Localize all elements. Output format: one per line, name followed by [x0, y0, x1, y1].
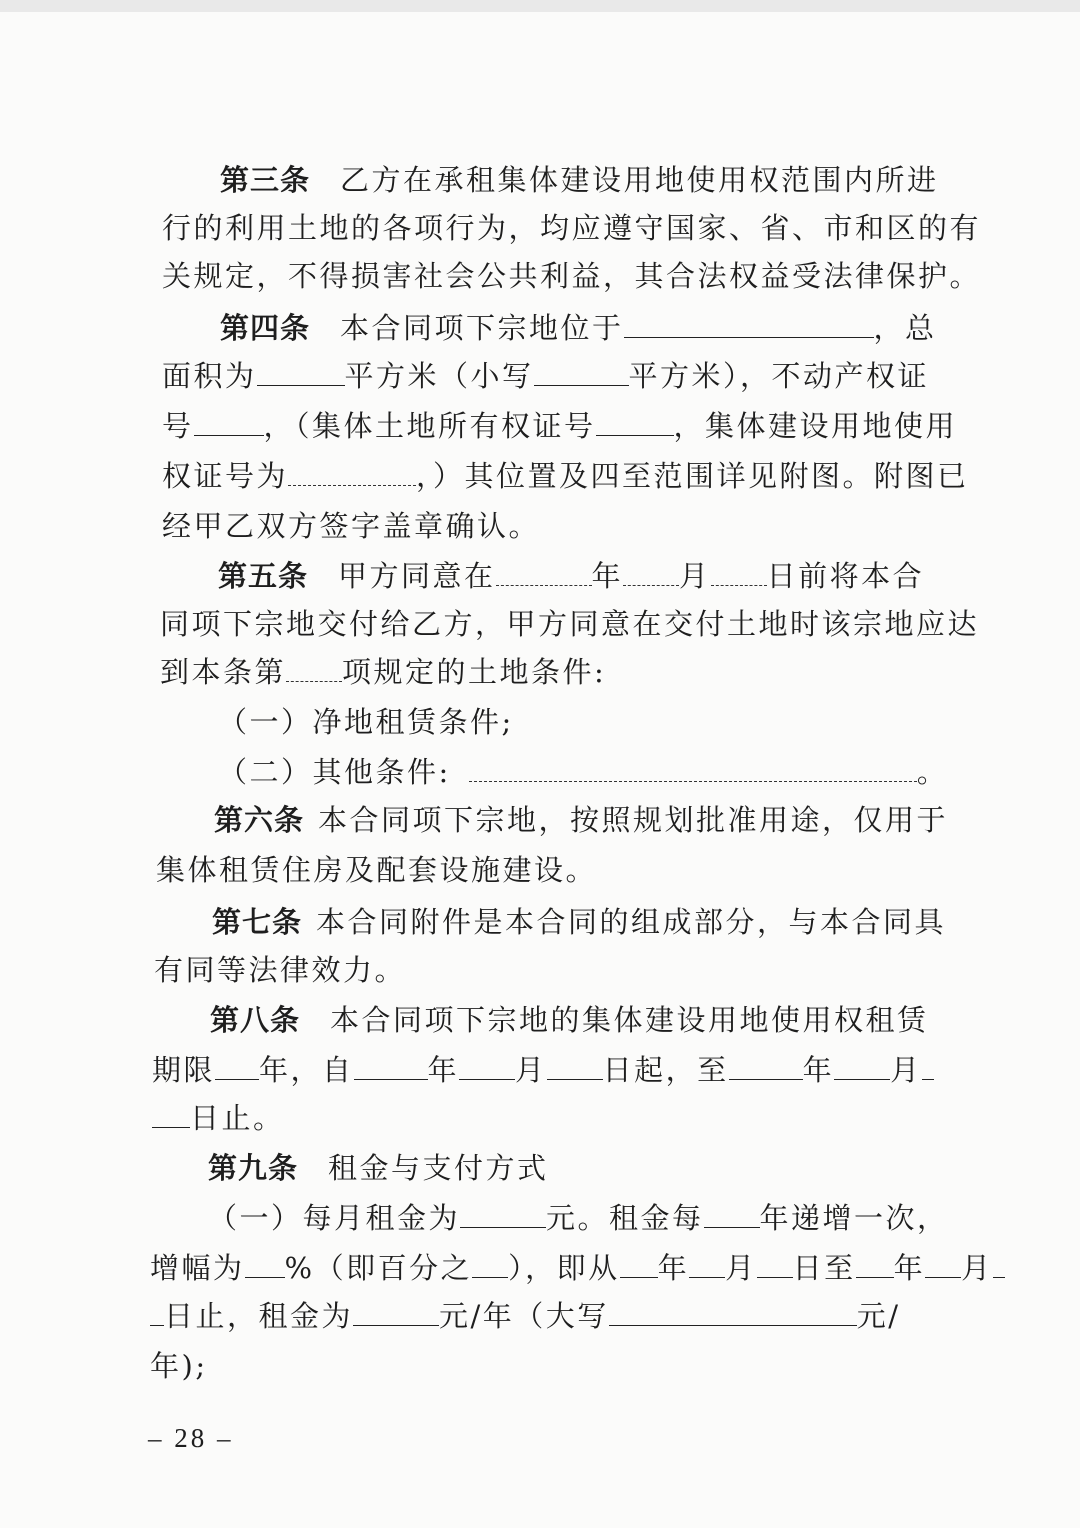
- blank-from-year[interactable]: [620, 1253, 658, 1278]
- article-9-line-2: （一）每月租金为 元。租金每 年递增一次，: [208, 1201, 949, 1235]
- article-4-line-5: 经甲乙双方签字盖章确认。: [162, 509, 541, 543]
- blank-delivery-year[interactable]: [496, 567, 592, 586]
- article-4-label: 第四条: [220, 311, 311, 345]
- blank-increase-percent[interactable]: [245, 1253, 285, 1278]
- article-5-item-1: （一）净地租赁条件;: [218, 705, 514, 739]
- article-3-line-2: 行的利用土地的各项行为，均应遵守国家、省、市和区的有: [162, 211, 982, 245]
- blank-annual-rent[interactable]: [353, 1301, 439, 1326]
- page-number: – 28 –: [148, 1423, 234, 1453]
- blank-delivery-month[interactable]: [623, 567, 679, 586]
- article-9-title: 租金与支付方式: [328, 1151, 549, 1185]
- article-7-label: 第七条: [212, 905, 303, 939]
- article-8-label: 第八条: [210, 1003, 301, 1037]
- blank-delivery-day[interactable]: [711, 567, 767, 586]
- article-5-line-2: 同项下宗地交付给乙方，甲方同意在交付土地时该宗地应达: [160, 607, 980, 641]
- article-5-line-1: 第五条 甲方同意在 年 月 日前将本合: [218, 559, 925, 593]
- blank-to-month[interactable]: [925, 1253, 961, 1278]
- article-9-line-1: [208, 1148, 549, 1188]
- blank-annual-rent-words[interactable]: [609, 1301, 857, 1326]
- article-6-line-2: 集体租赁住房及配套设施建设。: [156, 853, 598, 887]
- article-7-line-1: 第七条 本合同附件是本合同的组成部分，与本合同具: [212, 905, 947, 939]
- article-9-label: 第九条: [208, 1151, 299, 1185]
- blank-property-cert[interactable]: [194, 411, 264, 436]
- blank-to-day-part-1[interactable]: [993, 1253, 1005, 1278]
- article-3-line-3: 关规定，不得损害社会公共利益，其合法权益受法律保护。: [162, 259, 982, 293]
- article-8-line-3: 日止。: [152, 1098, 285, 1138]
- blank-to-year[interactable]: [856, 1253, 894, 1278]
- article-5-item-2: （二）其他条件: 。: [218, 755, 949, 789]
- blank-from-month[interactable]: [689, 1253, 725, 1278]
- article-6-line-1: 第六条 本合同项下宗地，按照规划批准用途，仅用于: [214, 803, 949, 837]
- article-6-label: 第六条: [214, 803, 305, 837]
- blank-land-ownership-cert[interactable]: [596, 411, 674, 436]
- article-5-line-3: 到本条第 项规定的土地条件:: [160, 655, 607, 689]
- blank-end-day-part-2[interactable]: [152, 1103, 190, 1128]
- blank-start-day[interactable]: [547, 1055, 603, 1080]
- blank-to-day-part-2[interactable]: [150, 1301, 164, 1326]
- blank-increase-interval[interactable]: [704, 1203, 760, 1228]
- article-3-label: 第三条: [220, 163, 311, 197]
- blank-use-right-cert[interactable]: [288, 467, 416, 486]
- article-9-line-5: 年);: [150, 1349, 208, 1383]
- article-4-line-2: 面积为 平方米（小写 平方米），不动产权证: [162, 359, 930, 393]
- article-4-line-1: 第四条 本合同项下宗地位于 ，总: [220, 311, 937, 345]
- blank-increase-percent-words[interactable]: [472, 1253, 508, 1278]
- article-4-line-4: 权证号为 ，）其位置及四至范围详见附图。附图已: [162, 459, 969, 493]
- blank-condition-item[interactable]: [286, 663, 342, 682]
- article-9-line-3: 增幅为 %（即百分之 ），即从 年 月 日至 年 月: [150, 1248, 1005, 1288]
- blank-monthly-rent[interactable]: [460, 1203, 546, 1228]
- article-7-line-2: 有同等法律效力。: [154, 953, 407, 987]
- blank-end-day-part-1[interactable]: [922, 1055, 934, 1080]
- blank-end-year[interactable]: [729, 1055, 803, 1080]
- blank-area-lowercase[interactable]: [534, 361, 629, 386]
- article-4-line-3: 号 ，（集体土地所有权证号 ，集体建设用地使用: [162, 409, 958, 443]
- article-8-line-1: 第八条 本合同项下宗地的集体建设用地使用权租赁: [210, 1003, 929, 1037]
- blank-start-year[interactable]: [354, 1055, 428, 1080]
- article-5-label: 第五条: [218, 559, 309, 593]
- blank-start-month[interactable]: [459, 1055, 515, 1080]
- blank-other-conditions[interactable]: [469, 763, 917, 782]
- document-page: [0, 12, 1080, 1528]
- blank-from-day[interactable]: [757, 1253, 793, 1278]
- article-9-line-4: 日止，租金为 元/年（大写 元/: [150, 1296, 901, 1336]
- article-3-line-1: 第三条 乙方在承租集体建设用地使用权范围内所进: [220, 163, 939, 197]
- article-8-line-2: 期限 年，自 年 月 日起，至 年 月: [152, 1050, 934, 1090]
- blank-end-month[interactable]: [834, 1055, 890, 1080]
- blank-area[interactable]: [257, 361, 345, 386]
- blank-lease-years[interactable]: [215, 1055, 259, 1080]
- blank-location[interactable]: [624, 313, 874, 338]
